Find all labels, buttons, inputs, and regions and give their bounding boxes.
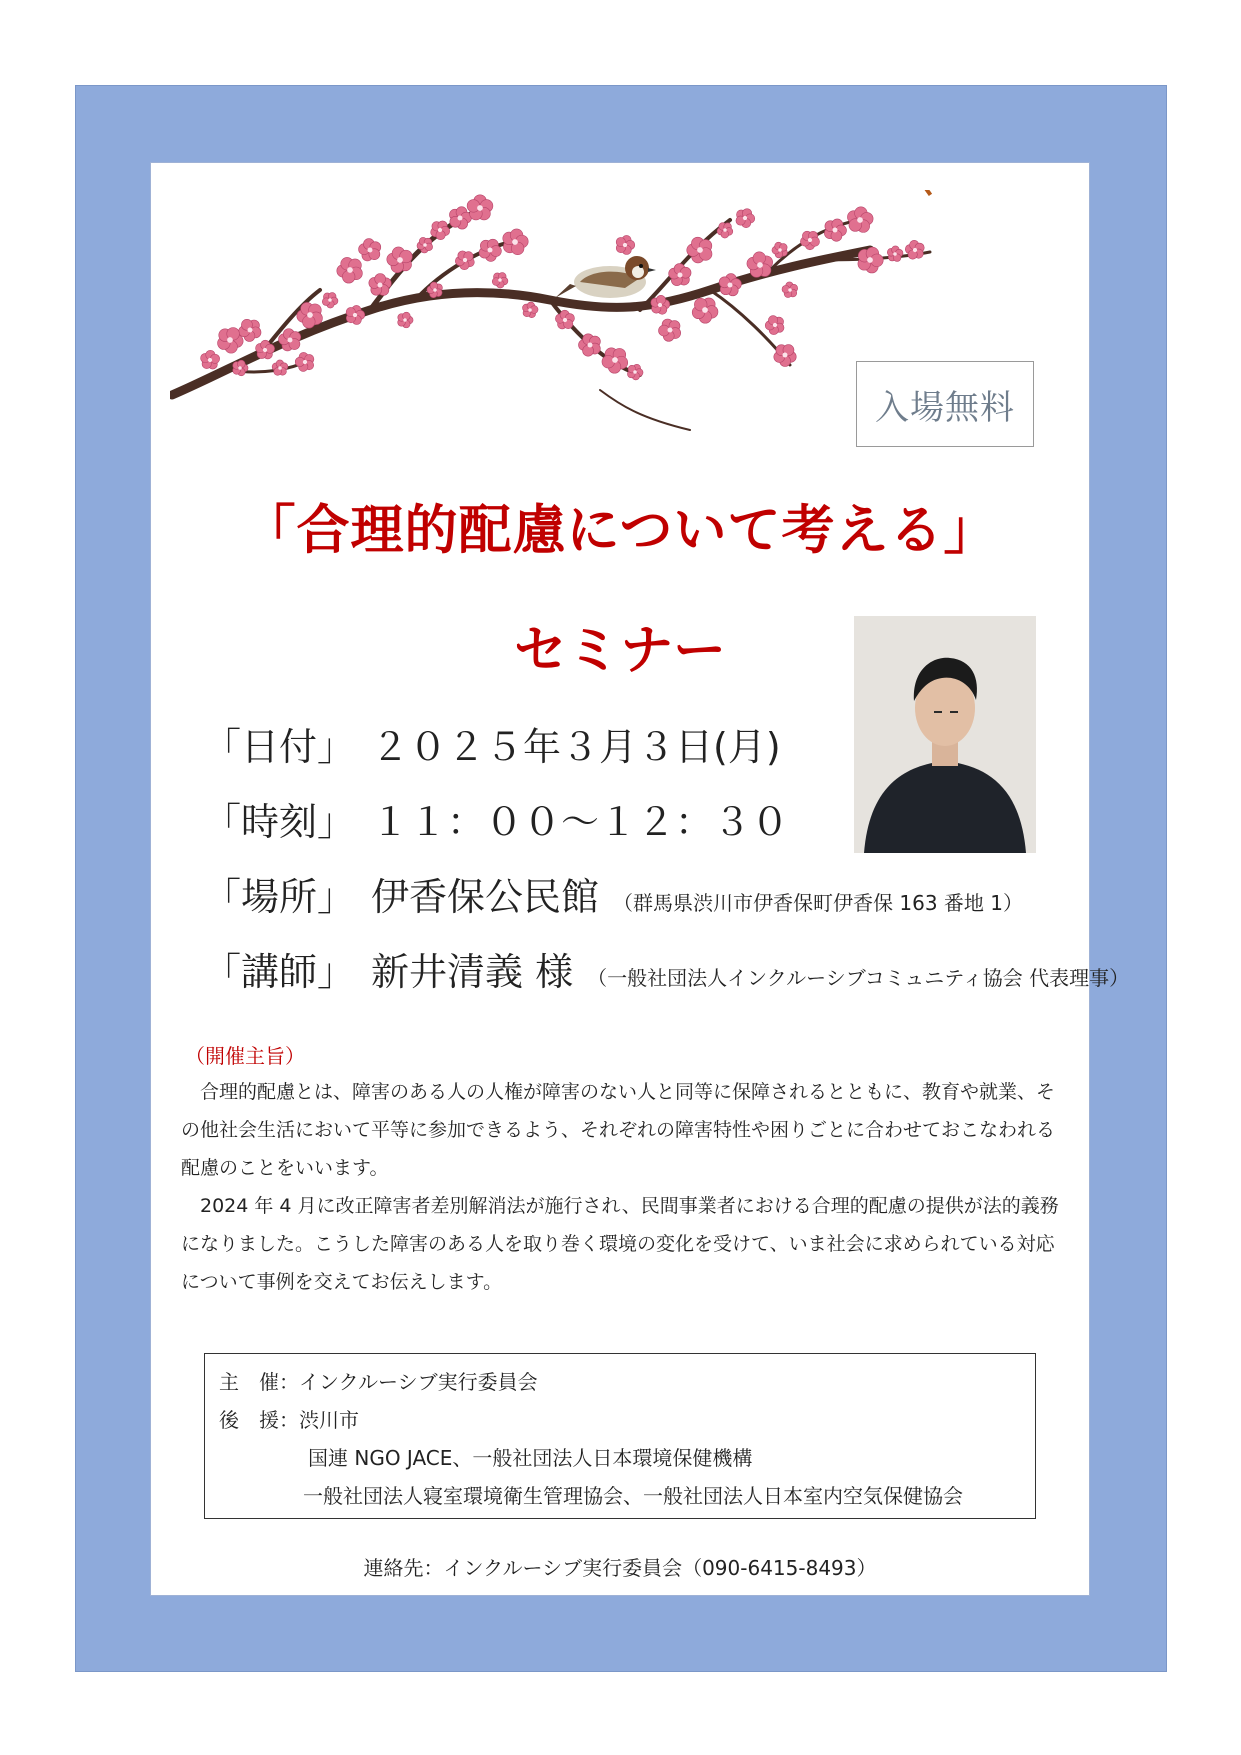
place-value: 伊香保公民館 [371,875,600,919]
sponsor-box [204,1353,1036,1519]
blossom-icon [765,316,784,335]
support-label: 後 援： [219,1408,299,1432]
support-1: 渋川市 [299,1408,359,1432]
lecturer-photo [854,616,1036,853]
free-admission-badge: 入場無料 [856,361,1034,447]
blossom-icon [523,302,539,318]
blossom-icon [774,345,796,367]
page-subtitle: セミナー [514,620,726,681]
support-3: 一般社団法人寝室環境衛生管理協会、一般社団法人日本室内空気保健協会 [303,1484,963,1508]
purpose-text-2: 2024 年 4 月に改正障害者差別解消法が施行され、民間事業者における合理的配慮の提供が法的義務になりました。こうした障害のある人を取り巻く環境の変化を受けて、いま社会に求められている対応について事例を交えてお伝えします。 [181,1195,1059,1293]
time-value: １１：００～１２：３０ [371,800,790,844]
blossom-icon [800,231,819,250]
blossom-icon [272,360,288,375]
blossom-icon [824,219,846,241]
blossom-icon [736,209,755,228]
blossom-icon [369,274,391,296]
blossom-icon [467,195,493,220]
lecturer-label: 「講師」 [203,950,356,994]
blossom-icon [782,282,798,298]
blossom-icon [858,247,883,273]
blossom-icon [503,229,528,255]
blossom-icon [669,264,691,286]
place-address: （群馬県渋川市伊香保町伊香保 163 番地 1） [613,891,1024,915]
sparrow-icon [555,256,656,298]
purpose-paragraph-2 [181,1187,1061,1301]
blossom-icon [659,319,681,341]
contact-info: 連絡先：インクルーシブ実行委員会（090-6415-8493） [363,1556,877,1580]
host-name: インクルーシブ実行委員会 [299,1370,538,1394]
blossom-icon [479,239,501,261]
blossom-icon [616,235,635,254]
event-place-row [203,866,1023,921]
blossom-icon [398,312,413,328]
date-value: ２０２５年３月３日(月) [371,725,781,769]
lecturer-affiliation: （一般社団法人インクルーシブコミュニティ協会 代表理事） [587,966,1130,990]
support-2: 国連 NGO JACE、一般社団法人日本環境保健機構 [308,1446,753,1470]
purpose-heading: （開催主旨） [185,1044,305,1068]
blossom-icon [905,240,924,259]
date-label: 「日付」 [203,725,356,769]
support-line [219,1404,359,1433]
purpose-paragraph-1 [181,1073,1061,1187]
blossom-icon [322,293,338,308]
blossom-icon [687,237,712,263]
blossom-icon [887,246,903,262]
event-time-row [203,791,789,846]
host-label: 主 催： [219,1370,299,1394]
blossom-icon [359,239,381,261]
host-line [219,1366,538,1395]
blossom-icon [492,273,508,288]
blossom-icon [847,207,873,233]
blossom-group [201,195,925,380]
time-label: 「時刻」 [203,800,356,844]
blossom-icon [201,350,220,369]
blossom-icon [717,223,733,238]
lecturer-row [203,941,1129,996]
plum-branch-illustration [170,190,945,440]
blossom-icon [692,298,718,323]
blossom-icon [387,247,412,273]
purpose-text-1: 合理的配慮とは、障害のある人の人権が障害のない人と同等に保障されるとともに、教育や就業、その他社会生活において平等に参加できるよう、それぞれの障害特性や困りごとに合わせておこなわれる配慮のことをいいます。 [181,1081,1056,1179]
event-date-row [203,716,781,771]
lecturer-name: 新井清義 様 [371,950,574,994]
blossom-icon [337,257,363,283]
blossom-icon [295,352,314,371]
blossom-icon [449,207,471,229]
blossom-icon [627,364,643,380]
blossom-icon [747,252,773,277]
place-label: 「場所」 [203,875,356,919]
blossom-icon [772,242,787,258]
page-title: 「合理的配慮について考える」 [242,500,998,561]
